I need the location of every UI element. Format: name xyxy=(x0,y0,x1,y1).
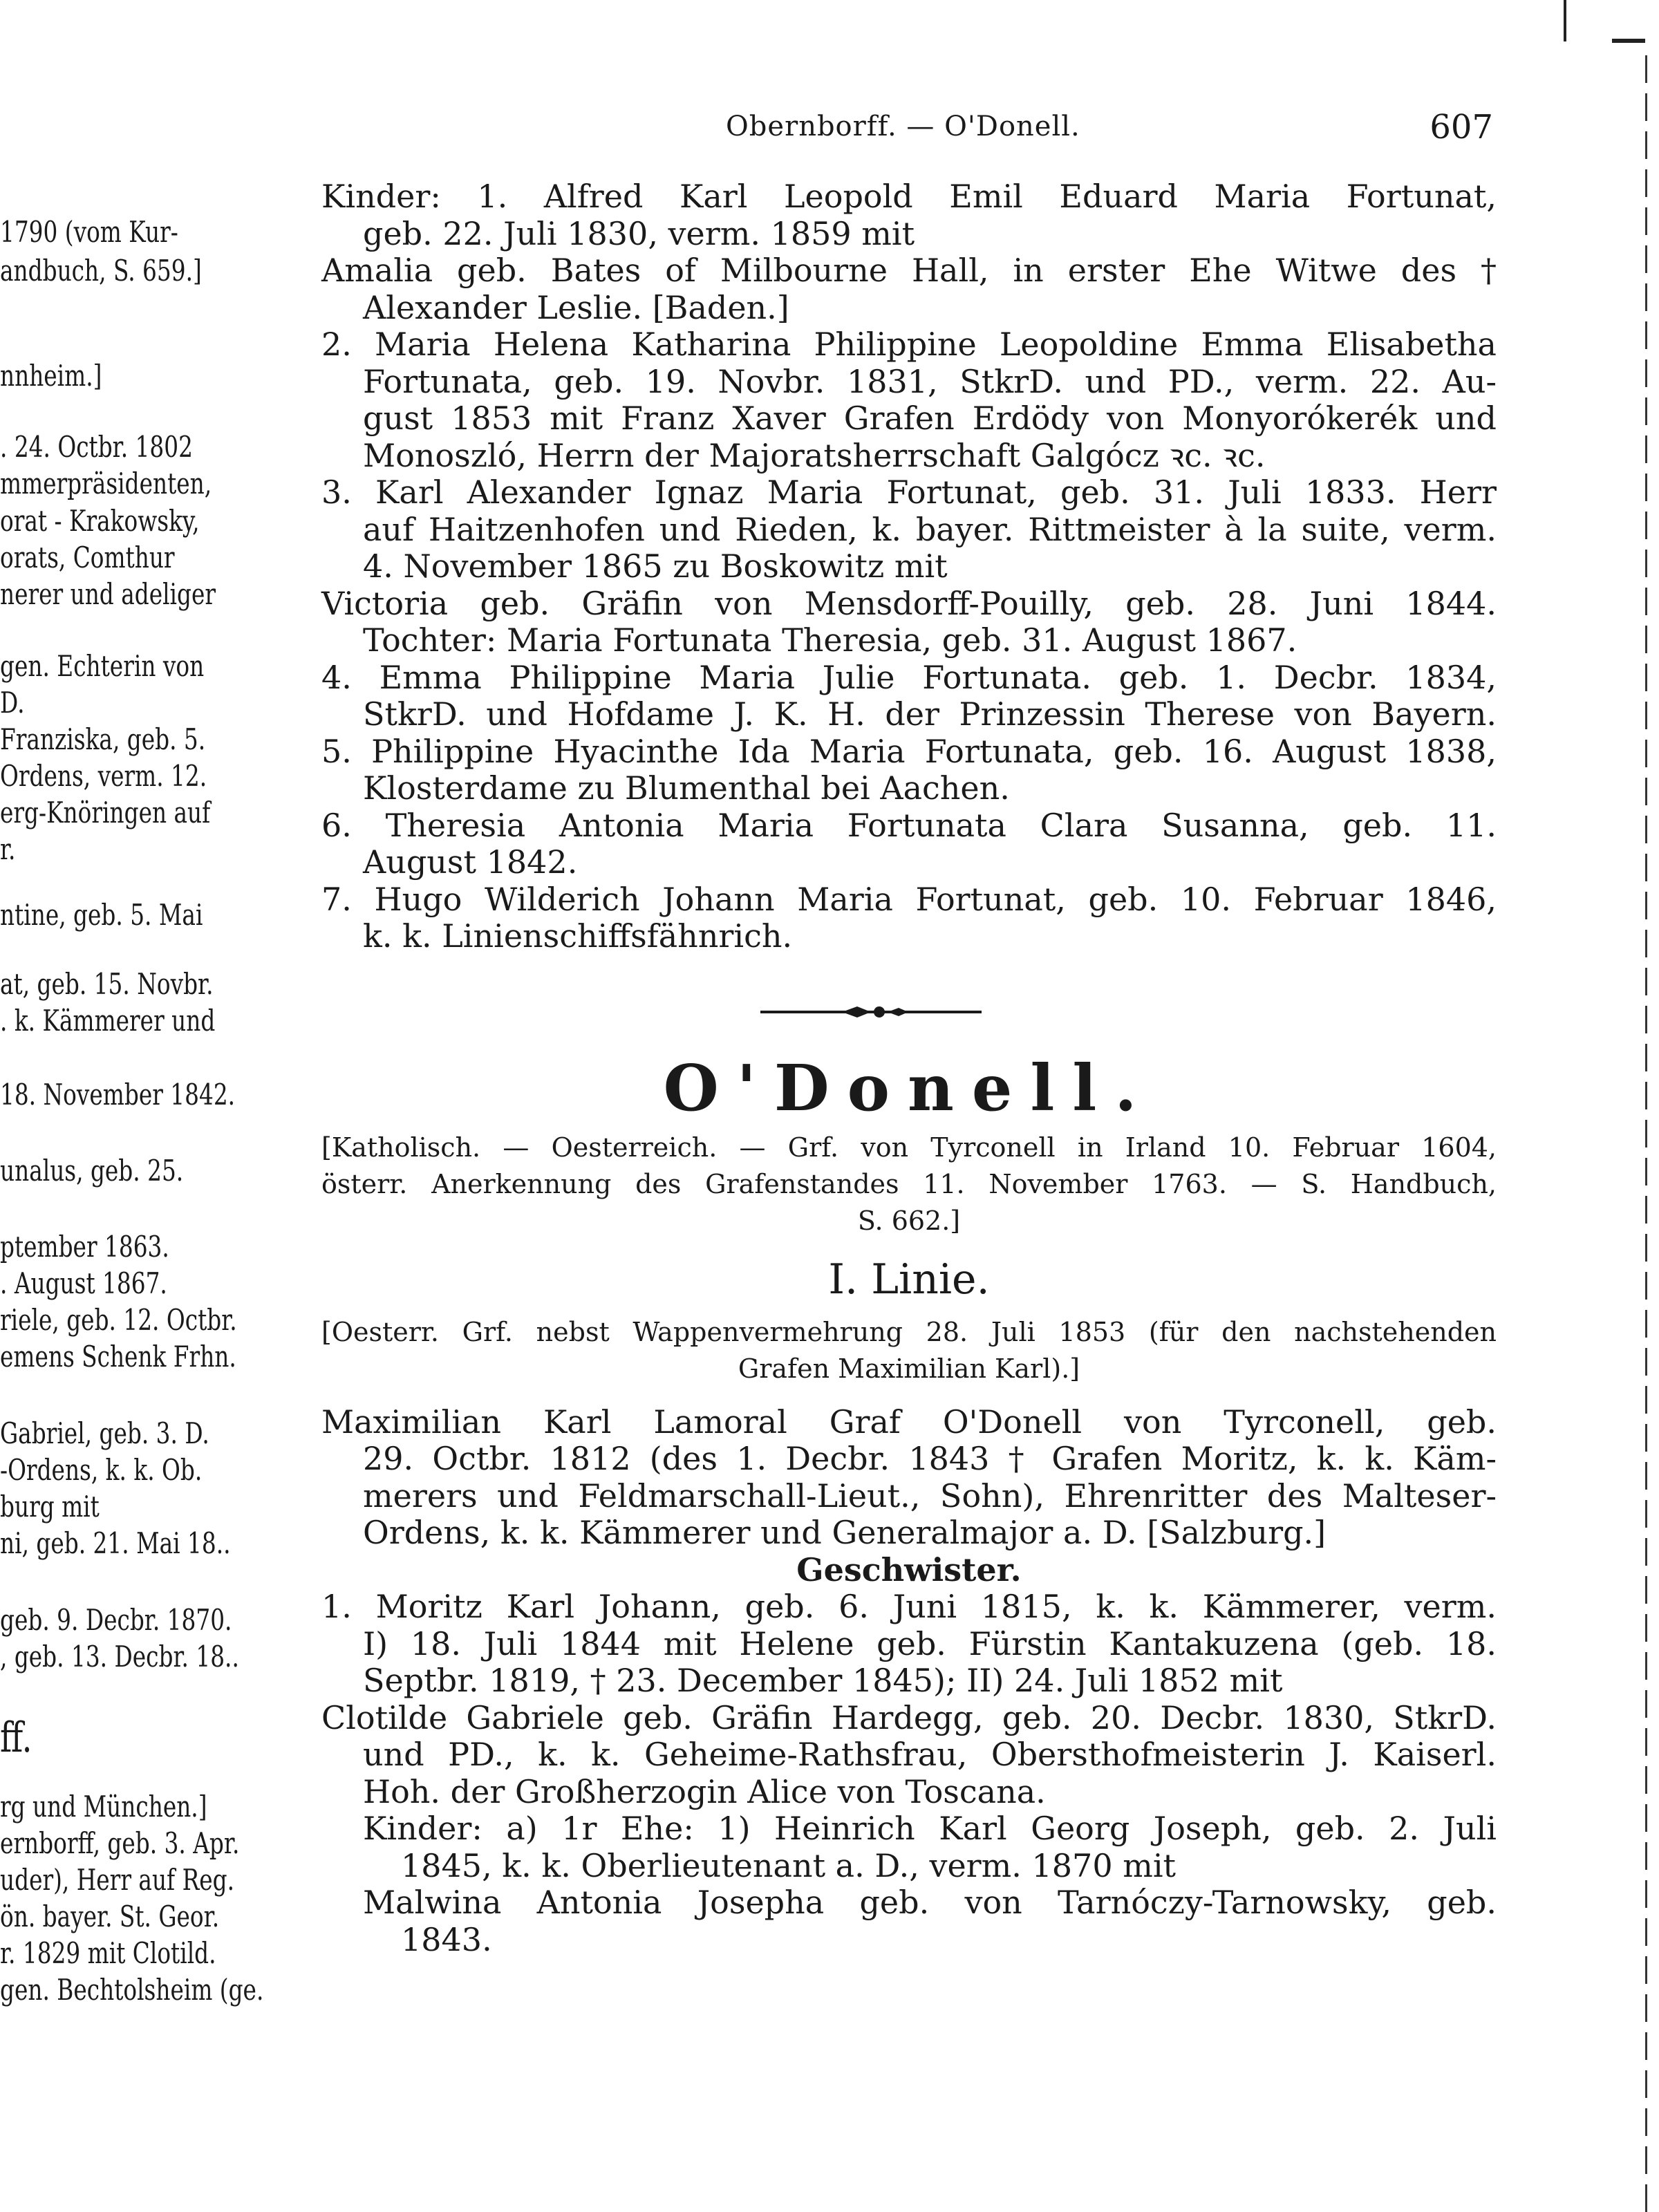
text-line: August 1842. xyxy=(363,843,578,881)
page-gutter-edge xyxy=(1645,55,1647,2212)
bracket-line: [Katholisch. — Oesterreich. — Grf. von Tyrconell in Irland 10. Februar 1604, xyxy=(321,1132,1497,1163)
text-line: und PD., k. k. Geheime-Rathsfrau, Obersthofmeisterin J. Kaiserl. xyxy=(363,1736,1497,1773)
prev-page-line: emens Schenk Frhn. xyxy=(0,1340,236,1374)
bracket-line: S. 662.] xyxy=(857,1205,961,1236)
text-line: Fortunata, geb. 19. Novbr. 1831, StkrD. und PD., verm. 22. Au- xyxy=(363,362,1497,400)
prev-page-line: gen. Echterin von xyxy=(0,649,205,683)
prev-page-line: . 24. Octbr. 1802 xyxy=(0,430,193,464)
children-list-block xyxy=(321,178,1497,955)
text-line: 4. Emma Philippine Maria Julie Fortunata. geb. 1. Decbr. 1834, xyxy=(321,658,1497,696)
text-line: gust 1853 mit Franz Xaver Grafen Erdödy von Monyorókerék und xyxy=(363,400,1497,437)
prev-page-line: 1790 (vom Kur- xyxy=(0,215,178,249)
page-edge-mark xyxy=(1564,0,1566,41)
prev-page-line: -Ordens, k. k. Ob. xyxy=(0,1453,203,1487)
prev-page-line: Gabriel, geb. 3. D. xyxy=(0,1416,209,1450)
text-line: 4. November 1865 zu Boskowitz mit xyxy=(363,547,948,585)
text-line: 7. Hugo Wilderich Johann Maria Fortunat, geb. 10. Februar 1846, xyxy=(321,880,1497,918)
section-title: O'Donell. xyxy=(663,1050,1155,1125)
prev-page-line: andbuch, S. 659.] xyxy=(0,254,202,288)
text-line: 29. Octbr. 1812 (des 1. Decbr. 1843 † Grafen Moritz, k. k. Käm- xyxy=(363,1440,1497,1477)
page-corner-mark xyxy=(1612,39,1645,43)
prev-page-line: geb. 9. Decbr. 1870. xyxy=(0,1603,232,1637)
text-line: Kinder: 1. Alfred Karl Leopold Emil Eduard Maria Fortunat, xyxy=(321,178,1497,215)
prev-page-line: riele, geb. 12. Octbr. xyxy=(0,1303,237,1337)
divider-ornament-icon xyxy=(760,998,982,1026)
text-line: 1845, k. k. Oberlieutenant a. D., verm. 1870 mit xyxy=(401,1846,1177,1884)
prev-page-line: gen. Bechtolsheim (ge. xyxy=(0,1973,264,2007)
previous-page-fragment xyxy=(0,0,264,2212)
text-line: Ordens, k. k. Kämmerer und Generalmajor a. D. [Salzburg.] xyxy=(363,1514,1327,1551)
prev-page-line: orat - Krakowsky, xyxy=(0,504,200,538)
text-line: 2. Maria Helena Katharina Philippine Leopoldine Emma Elisabetha xyxy=(321,326,1497,363)
text-line: Tochter: Maria Fortunata Theresia, geb. 31. August 1867. xyxy=(363,621,1297,659)
text-line: 1. Moritz Karl Johann, geb. 6. Juni 1815, k. k. Kämmerer, verm. xyxy=(321,1588,1497,1625)
line-bracket-note xyxy=(321,1314,1497,1387)
text-line: k. k. Linienschiffsfähnrich. xyxy=(363,917,793,955)
page-header xyxy=(325,108,1493,152)
prev-page-line: erg-Knöringen auf xyxy=(0,796,211,830)
prev-page-line: ff. xyxy=(0,1714,32,1762)
text-line: Septbr. 1819, † 23. December 1845); II) 24. Juli 1852 mit xyxy=(363,1662,1283,1699)
text-line: geb. 22. Juli 1830, verm. 1859 mit xyxy=(363,214,915,252)
text-line: Klosterdame zu Blumenthal bei Aachen. xyxy=(363,769,1010,807)
bracket-line: österr. Anerkennung des Grafenstandes 11. November 1763. — S. Handbuch, xyxy=(321,1168,1497,1199)
prev-page-line: ptember 1863. xyxy=(0,1230,169,1264)
text-line: Amalia geb. Bates of Milbourne Hall, in erster Ehe Witwe des † xyxy=(321,252,1497,289)
text-line: Alexander Leslie. [Baden.] xyxy=(363,288,789,326)
text-line: Maximilian Karl Lamoral Graf O'Donell von Tyrconell, geb. xyxy=(321,1403,1497,1441)
running-title: Obernborff. — O'Donell. xyxy=(726,111,1080,142)
text-line: auf Haitzenhofen und Rieden, k. bayer. Rittmeister à la suite, verm. xyxy=(363,510,1497,548)
text-line: 3. Karl Alexander Ignaz Maria Fortunat, geb. 31. Juli 1833. Herr xyxy=(321,474,1497,511)
text-line: Hoh. der Großherzogin Alice von Toscana. xyxy=(363,1772,1046,1810)
prev-page-line: burg mit xyxy=(0,1490,100,1524)
text-line: Victoria geb. Gräfin von Mensdorff-Pouilly, geb. 28. Juni 1844. xyxy=(321,584,1497,622)
prev-page-line: uder), Herr auf Reg. xyxy=(0,1863,235,1897)
main-column xyxy=(321,178,1497,1958)
prev-page-line: ni, geb. 21. Mai 18.. xyxy=(0,1526,231,1560)
section-divider-ornament xyxy=(321,991,1497,1033)
prev-page-line: Franziska, geb. 5. xyxy=(0,722,206,756)
text-line: I) 18. Juli 1844 mit Helene geb. Fürstin Kantakuzena (geb. 18. xyxy=(363,1624,1497,1662)
text-line: merers und Feldmarschall-Lieut., Sohn), Ehrenritter des Malteser- xyxy=(363,1477,1497,1515)
prev-page-line: ernborff, geb. 3. Apr. xyxy=(0,1826,240,1860)
bracket-line: [Oesterr. Grf. nebst Wappenvermehrung 28. Juli 1853 (für den nachstehenden xyxy=(321,1316,1497,1347)
prev-page-line: ntine, geb. 5. Mai xyxy=(0,898,203,932)
siblings-heading: Geschwister. xyxy=(796,1550,1022,1588)
text-line: Malwina Antonia Josepha geb. von Tarnóczy-Tarnowsky, geb. xyxy=(363,1884,1497,1921)
family-bracket-note xyxy=(321,1130,1497,1239)
prev-page-line: ön. bayer. St. Geor. xyxy=(0,1900,220,1933)
prev-page-line: D. xyxy=(0,686,25,720)
text-line: 5. Philippine Hyacinthe Ida Maria Fortunata, geb. 16. August 1838, xyxy=(321,732,1497,770)
text-line: Clotilde Gabriele geb. Gräfin Hardegg, geb. 20. Decbr. 1830, StkrD. xyxy=(321,1698,1497,1736)
prev-page-line: Ordens, verm. 12. xyxy=(0,759,207,793)
prev-page-line: rg und München.] xyxy=(0,1790,207,1824)
text-line: StkrD. und Hofdame J. K. H. der Prinzessin Therese von Bayern. xyxy=(363,695,1497,733)
prev-page-line: 18. November 1842. xyxy=(0,1078,236,1112)
prev-page-line: nnheim.] xyxy=(0,359,102,393)
prev-page-line: at, geb. 15. Novbr. xyxy=(0,967,214,1001)
subsection-title: I. Linie. xyxy=(828,1255,990,1304)
text-line: Kinder: a) 1r Ehe: 1) Heinrich Karl Georg Joseph, geb. 2. Juli xyxy=(363,1810,1497,1847)
text-line: 6. Theresia Antonia Maria Fortunata Clara Susanna, geb. 11. xyxy=(321,806,1497,844)
prev-page-line: . k. Kämmerer und xyxy=(0,1004,216,1038)
text-line: Monoszló, Herrn der Majoratsherrschaft Galgócz ꝛc. ꝛc. xyxy=(363,436,1266,474)
prev-page-line: , geb. 13. Decbr. 18.. xyxy=(0,1640,239,1674)
prev-page-line: orats, Comthur xyxy=(0,541,175,574)
prev-page-line: unalus, geb. 25. xyxy=(0,1154,184,1188)
page-number: 607 xyxy=(1430,108,1493,147)
prev-page-line: nerer und adeliger xyxy=(0,577,216,611)
text-line: 1843. xyxy=(401,1920,492,1958)
head-entry xyxy=(321,1404,1497,1552)
prev-page-line: . August 1867. xyxy=(0,1266,167,1300)
prev-page-line: r. xyxy=(0,832,16,866)
prev-page-line: mmerpräsidenten, xyxy=(0,467,212,500)
siblings-list xyxy=(321,1588,1497,1958)
bracket-line: Grafen Maximilian Karl).] xyxy=(738,1353,1080,1384)
prev-page-line: r. 1829 mit Clotild. xyxy=(0,1936,216,1970)
